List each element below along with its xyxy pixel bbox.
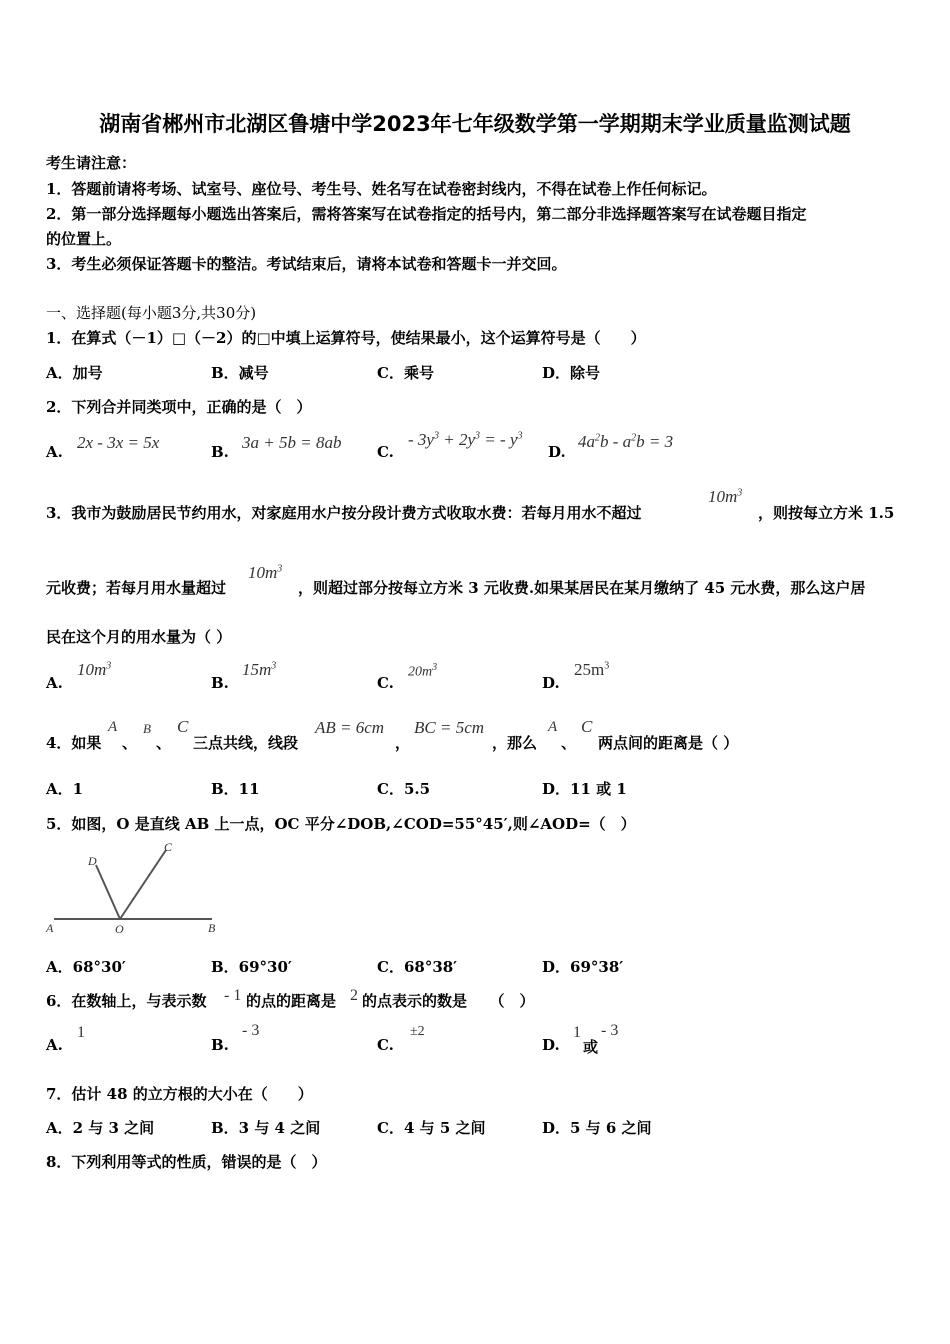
q4-ab: AB = 6cm xyxy=(315,718,385,737)
q1-option-d: D．除号 xyxy=(542,364,601,382)
q4-sep: 、 xyxy=(561,734,577,752)
q4-text: 4．如果 xyxy=(46,734,102,752)
q3-label-a: A. xyxy=(46,674,63,692)
q3-label-c: C. xyxy=(377,674,394,692)
label-a: A xyxy=(46,921,54,935)
q2-stem: 2．下列合并同类项中，正确的是（ ） xyxy=(46,398,312,416)
q5-stem: 5．如图，O 是直线 AB 上一点，OC 平分∠DOB,∠COD=55°45′,则∠AOD=（ ） xyxy=(46,815,636,833)
section-heading: 一、选择题(每小题3分,共30分) xyxy=(46,304,257,322)
q2-option-b: 3a + 5b = 8ab xyxy=(242,433,342,452)
page-title: 湖南省郴州市北湖区鲁塘中学2023年七年级数学第一学期期末学业质量监测试题 xyxy=(99,112,851,136)
q3-line2-part1: 元收费；若每月用水量超过 xyxy=(46,579,227,597)
q6-label-c: C. xyxy=(377,1036,394,1054)
q7-stem: 7．估计 48 的立方根的大小在（ ） xyxy=(46,1085,313,1103)
q3-volume-unit: $10m^3$ xyxy=(708,487,743,506)
q6-label-d: D. xyxy=(542,1036,560,1054)
q3-option-d: $25m^3$ xyxy=(574,660,610,679)
q6-label-b: B. xyxy=(211,1036,229,1054)
q2-label-a: A. xyxy=(46,443,63,461)
q7-option-d: D．5 与 6 之间 xyxy=(542,1119,652,1137)
notice-item: 的位置上。 xyxy=(46,230,122,248)
q3-line1-part2: ，则按每立方米 1.5 xyxy=(758,504,895,522)
q6-text: 的点表示的数是 （ ） xyxy=(362,992,535,1010)
q4-text: 两点间的距离是（ ） xyxy=(598,734,739,752)
q2-label-b: B. xyxy=(211,443,229,461)
q6-text: 的点的距离是 xyxy=(246,992,337,1010)
q3-line2-part2: ，则超过部分按每立方米 3 元收费.如果某居民在某月缴纳了 45 元水费，那么这户居 xyxy=(298,579,866,597)
q6-option-d-second: - 3 xyxy=(601,1022,619,1039)
q4-sep: ， xyxy=(395,734,411,752)
q6-num: 2 xyxy=(350,987,358,1004)
q4-point: C xyxy=(581,717,593,736)
q6-option-d-or: 或 xyxy=(583,1038,599,1056)
q5-option-b: B．69°30′ xyxy=(211,958,292,976)
q5-option-c: C．68°38′ xyxy=(377,958,458,976)
q4-sep: 、 xyxy=(122,734,138,752)
q4-option-b: B．11 xyxy=(211,780,260,798)
q4-point: C xyxy=(177,717,189,736)
q6-option-b: - 3 xyxy=(242,1022,260,1039)
q6-option-a: 1 xyxy=(77,1024,85,1041)
q2-option-a: 2x - 3x = 5x xyxy=(77,433,160,452)
q4-option-a: A．1 xyxy=(46,780,84,798)
q3-option-c: $20m^3$ xyxy=(408,662,438,680)
q2-option-c: - $3y^3 + 2y^3$ = - $y^3$ xyxy=(408,430,523,449)
q5-angle-figure xyxy=(40,838,230,938)
q1-stem: 1．在算式（－1）□（－2）的□中填上运算符号，使结果最小，这个运算符号是（ ） xyxy=(46,329,646,347)
notice-heading: 考生请注意： xyxy=(46,154,137,172)
q4-point: A xyxy=(108,719,118,735)
q1-option-a: A．加号 xyxy=(46,364,103,382)
q3-label-b: B. xyxy=(211,674,229,692)
q4-point: A xyxy=(548,719,558,735)
q3-line3: 民在这个月的用水量为（ ） xyxy=(46,628,232,646)
q5-option-d: D．69°38′ xyxy=(542,958,624,976)
q7-option-b: B．3 与 4 之间 xyxy=(211,1119,321,1137)
q2-label-d: D. xyxy=(548,443,566,461)
q3-line1-part1: 3．我市为鼓励居民节约用水，对家庭用水户按分段计费方式收取水费：若每月用水不超过 xyxy=(46,504,642,522)
q6-label-a: A. xyxy=(46,1036,63,1054)
q6-text: 6．在数轴上，与表示数 xyxy=(46,992,207,1010)
q1-option-c: C．乘号 xyxy=(377,364,434,382)
q2-label-c: C. xyxy=(377,443,394,461)
q4-text: ，那么 xyxy=(492,734,538,752)
q4-point: B xyxy=(143,721,151,736)
label-d: D xyxy=(88,854,97,868)
q3-volume-unit: $10m^3$ xyxy=(248,563,283,582)
ray-od xyxy=(96,865,120,919)
q4-option-c: C．5.5 xyxy=(377,780,431,798)
q8-stem: 8．下列利用等式的性质，错误的是（ ） xyxy=(46,1153,327,1171)
q3-option-b: $15m^3$ xyxy=(242,660,277,679)
q7-option-c: C．4 与 5 之间 xyxy=(377,1119,486,1137)
notice-item: 2．第一部分选择题每小题选出答案后，需将答案写在试卷指定的括号内，第二部分非选择题答案写在试卷题目指定 xyxy=(46,205,807,223)
q4-text: 三点共线，线段 xyxy=(193,734,299,752)
q5-option-a: A．68°30′ xyxy=(46,958,126,976)
label-o: O xyxy=(115,922,124,936)
q1-option-b: B．减号 xyxy=(211,364,269,382)
q2-option-d: $4a^2b - a^2b = 3$ xyxy=(578,432,674,451)
q3-option-a: $10m^3$ xyxy=(77,660,112,679)
q4-sep: 、 xyxy=(156,734,172,752)
notice-item: 1．答题前请将考场、试室号、座位号、考生号、姓名写在试卷密封线内，不得在试卷上作任何标记。 xyxy=(46,180,717,198)
q6-option-c: ±2 xyxy=(410,1024,425,1039)
label-b: B xyxy=(208,921,216,935)
q3-label-d: D. xyxy=(542,674,560,692)
q4-option-d: D．11 或 1 xyxy=(542,780,627,798)
q6-num: - 1 xyxy=(224,987,242,1004)
notice-item: 3．考生必须保证答题卡的整洁。考试结束后，请将本试卷和答题卡一并交回。 xyxy=(46,255,567,273)
q6-option-d-first: 1 xyxy=(573,1024,581,1041)
ray-oc xyxy=(120,850,166,919)
q4-bc: BC = 5cm xyxy=(414,718,485,737)
label-c: C xyxy=(164,840,173,854)
q7-option-a: A．2 与 3 之间 xyxy=(46,1119,155,1137)
